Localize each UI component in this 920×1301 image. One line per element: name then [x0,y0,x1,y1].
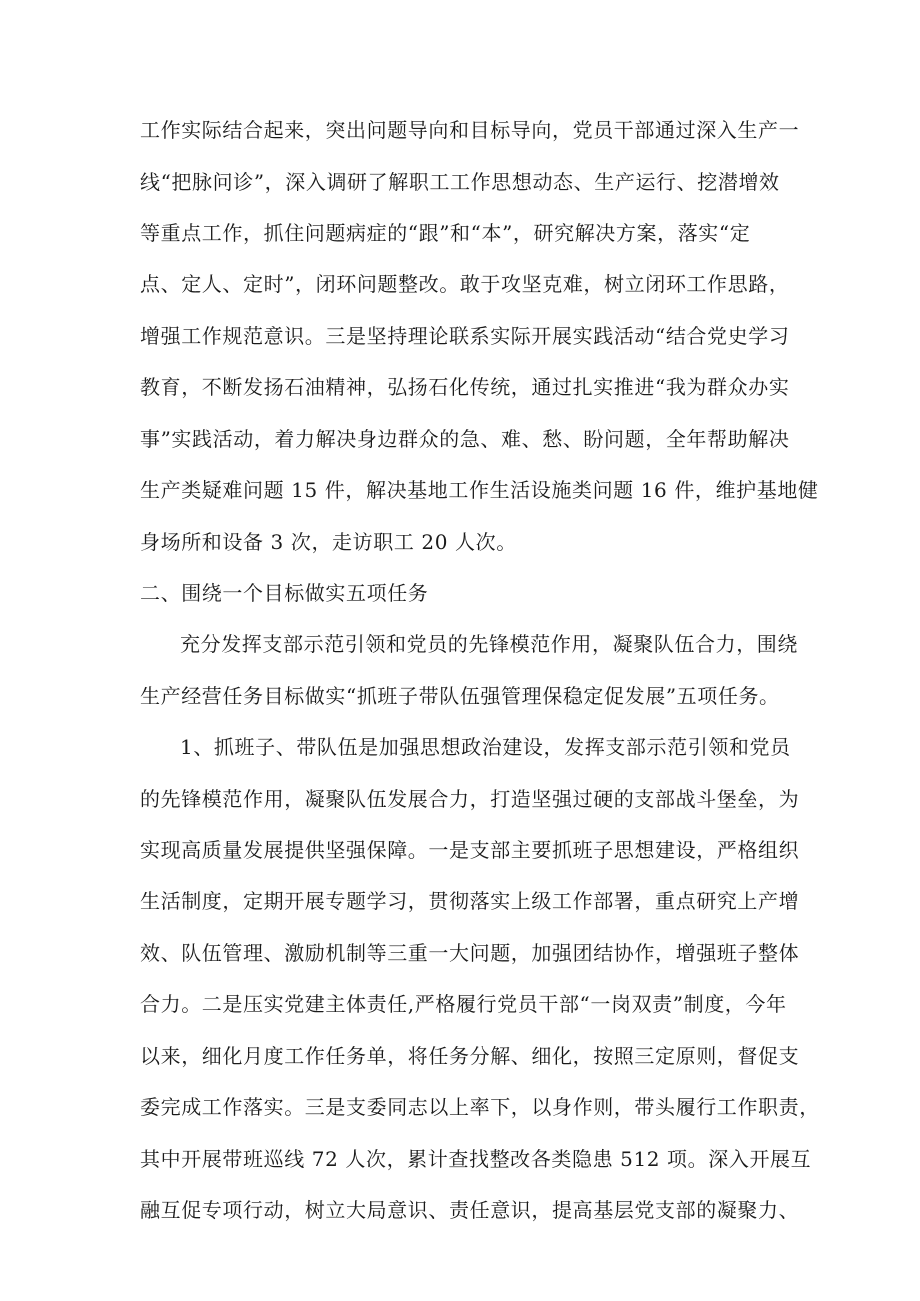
text-line: 教育，不断发扬石油精神，弘扬石化传统，通过扎实推进“我为群众办实 [140,375,790,399]
text-line: 合力。二是压实党建主体责任,严格履行党员干部“一岗双责”制度，今年 [140,992,787,1016]
text-line: 生活制度，定期开展专题学习，贯彻落实上级工作部署，重点研究上产增 [140,889,800,913]
text-line: 其中开展带班巡线 72 人次，累计查找整改各类隐患 512 项。深入开展互 [140,1147,812,1171]
text-line: 实现高质量发展提供坚强保障。一是支部主要抓班子思想建设，严格组织 [140,838,800,862]
text-line: 效、队伍管理、激励机制等三重一大问题，加强团结协作，增强班子整体 [140,941,800,965]
text-line: 生产经营任务目标做实“抓班子带队伍强管理保稳定促发展”五项任务。 [140,684,780,708]
text-line: 等重点工作，抓住问题病症的“跟”和“本”，研究解决方案，落实“定 [140,221,751,245]
text-line: 融互促专项行动，树立大局意识、责任意识，提高基层党支部的凝聚力、 [140,1198,800,1222]
text-line: 1、抓班子、带队伍是加强思想政治建设，发挥支部示范引领和党员 [180,735,791,759]
text-line: 身场所和设备 3 次，走访职工 20 人次。 [140,530,517,554]
text-line: 增强工作规范意识。三是坚持理论联系实际开展实践活动“结合党史学习 [140,324,790,348]
text-line: 线“把脉问诊”，深入调研了解职工工作思想动态、生产运行、挖潜增效 [140,170,780,194]
text-line: 点、定人、定时”，闭环问题整改。敢于攻坚克难，树立闭环工作思路， [140,272,790,296]
text-line: 以来，细化月度工作任务单，将任务分解、细化，按照三定原则，督促支 [140,1044,800,1068]
text-line: 委完成工作落实。三是支委同志以上率下，以身作则，带头履行工作职责， [140,1095,820,1119]
text-line: 充分发挥支部示范引领和党员的先锋模范作用，凝聚队伍合力，围绕 [180,632,798,656]
text-line: 的先锋模范作用，凝聚队伍发展合力，打造坚强过硬的支部战斗堡垒，为 [140,787,800,811]
text-line: 生产类疑难问题 15 件，解决基地工作生活设施类问题 16 件，维护基地健 [140,478,819,502]
section-heading: 二、围绕一个目标做实五项任务 [140,581,429,605]
text-line: 事”实践活动，着力解决身边群众的急、难、愁、盼问题，全年帮助解决 [140,427,790,451]
text-line: 工作实际结合起来，突出问题导向和目标导向，党员干部通过深入生产一 [140,118,800,142]
